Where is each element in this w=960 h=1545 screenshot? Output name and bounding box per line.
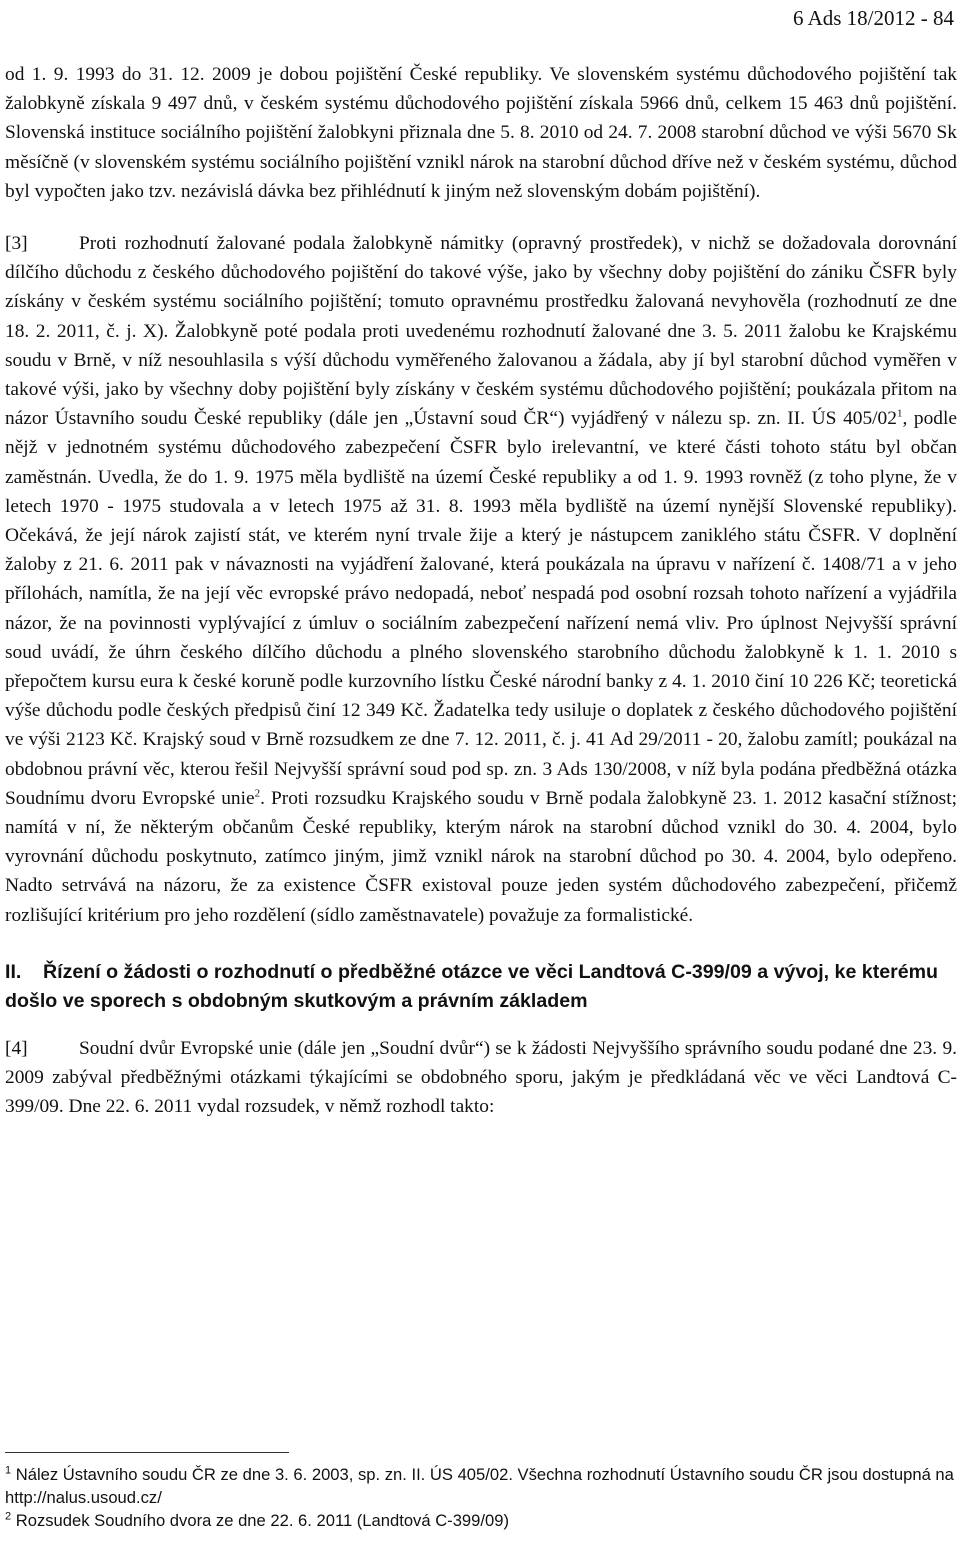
footnote-text: Nález Ústavního soudu ČR ze dne 3. 6. 2003, sp. zn. II. ÚS 405/02. Všechna rozhodnutí Ústavního soudu ČR jsou dostupná na http://nalus.usoud.cz/	[5, 1465, 954, 1507]
paragraph-number: [3]	[5, 233, 28, 255]
paragraph-continued: od 1. 9. 1993 do 31. 12. 2009 je dobou pojištění České republiky. Ve slovenském systému důchodového pojištění tak žalobkyně získala 9 497 dnů, v českém systému důchodového pojištění získala 5966 dnů, celkem 15 463 dnů pojištění. Slovenská instituce sociálního pojištění žalobkyni přiznala dne 5. 8. 2010 od 24. 7. 2008 starobní důchod ve výši 5670 Sk měsíčně (v slovenském systému sociálního pojištění vznikl nárok na starobní důchod dříve než v českém systému, důchod byl vypočten jako tzv. nezávislá dávka bez přihlédnutí k jiným než slovenským dobám pojištění).	[5, 64, 957, 202]
section-heading	[5, 958, 957, 1016]
footnote-mark: 1	[5, 1464, 12, 1477]
page-header-case-number: 6 Ads 18/2012 - 84	[792, 6, 954, 30]
section-title: Řízení o žádosti o rozhodnutí o předběžné otázce ve věci Landtová C-399/09 a vývoj, ke kterému došlo ve sporech s obdobným skutkovým a právním základem	[5, 960, 939, 1012]
footnotes	[5, 1463, 957, 1532]
paragraph-4	[5, 1034, 957, 1122]
section-number: II.	[5, 960, 22, 983]
footnote-reference-2: 2	[254, 787, 261, 800]
footnote-reference-1: 1	[896, 407, 903, 420]
footnote-text: Rozsudek Soudního dvora ze dne 22. 6. 2011 (Landtová C-399/09)	[15, 1511, 509, 1530]
footnote-mark: 2	[5, 1510, 12, 1523]
paragraph-number: [4]	[5, 1037, 28, 1059]
paragraph-3-text-part-3: . Proti rozsudku Krajského soudu v Brně podala žalobkyně 23. 1. 2012 kasační stížnost; namítá v ní, že některým občanům České republiky, kterým nárok na starobní důchod vznikl do 30. 4. 2004, bylo vyrovnání důchodu poskytnuto, zatímco jiným, jimž vznikl nárok na starobní důchod po 30. 4. 2004, bylo odepřeno. Nadto setrvává na názoru, že za existence ČSFR existoval pouze jeden systém důchodového zabezpečení, přičemž rozlišující kritérium pro jeho rozdělení (sídlo zaměstnavatele) považuje za formalistické.	[5, 787, 957, 926]
document-body	[5, 60, 957, 1122]
paragraph-4-text: Soudní dvůr Evropské unie (dále jen „Soudní dvůr“) se k žádosti Nejvyššího správního soudu podané dne 23. 9. 2009 zabýval předběžnými otázkami týkajícími se obdobného sporu, jakým je předkládaná věc ve věci Landtová C-399/09. Dne 22. 6. 2011 vydal rozsudek, v němž rozhodl takto:	[5, 1037, 957, 1118]
footnote-2	[5, 1509, 957, 1532]
paragraph-3-text-part-1: Proti rozhodnutí žalované podala žalobkyně námitky (opravný prostředek), v nichž se dožadovala dorovnání dílčího důchodu z českého důchodového pojištění do takové výše, jako by všechny doby pojištění do zániku ČSFR byly získány v českém systému sociálního pojištění; tomuto opravnému prostředku žalovaná nevyhověla (rozhodnutí ze dne 18. 2. 2011, č. j. X). Žalobkyně poté podala proti uvedenému rozhodnutí žalované dne 3. 5. 2011 žalobu ke Krajskému soudu v Brně, v níž nesouhlasila s výší důchodu vyměřeného žalovanou a žádala, aby jí byl starobní důchod vyměřen v takové výši, jako by všechny doby pojištění byly získány v českém systému důchodového pojištění; poukázala přitom na názor Ústavního soudu České republiky (dále jen „Ústavní soud ČR“) vyjádřený v nálezu sp. zn. II. ÚS 405/02	[5, 233, 957, 430]
paragraph-3	[5, 229, 957, 930]
footnote-divider	[5, 1452, 289, 1453]
footnote-1	[5, 1463, 957, 1509]
paragraph-3-text-part-2: , podle nějž v jednotném systému důchodového zabezpečení ČSFR bylo irelevantní, ve které části tohoto státu byl občan zaměstnán. Uvedla, že do 1. 9. 1975 měla bydliště na území České republiky a od 1. 9. 1993 rovněž (z toho plyne, že v letech 1970 - 1975 studovala a v letech 1975 až 31. 8. 1993 měla bydliště na území nynější Slovenské republiky). Očekává, že její nárok zajistí stát, ve kterém nyní trvale žije a který je nástupcem zaniklého státu ČSFR. V doplnění žaloby z 21. 6. 2011 pak v návaznosti na vyjádření žalované, která poukázala na úpravu v nařízení č. 1408/71 a v jeho přílohách, namítla, že na její věc evropské právo nedopadá, neboť nespadá pod osobní rozsah tohoto nařízení a vyjádřila názor, že na povinnosti vyplývající z úmluv o sociálním zabezpečení nařízení nemá vliv. Pro úplnost Nejvyšší správní soud uvádí, že úhrn českého dílčího důchodu a plného slovenského starobního důchodu žalobkyně k 1. 1. 2010 s přepočtem kursu eura k české koruně podle kurzovního lístku České národní banky z 4. 1. 2010 činí 10 226 Kč; teoretická výše důchodu podle českých předpisů činí 12 349 Kč. Žadatelka tedy usiluje o doplatek z českého důchodového pojištění ve výši 2123 Kč. Krajský soud v Brně rozsudkem ze dne 7. 12. 2011, č. j. 41 Ad 29/2011 - 20, žalobu zamítl; poukázal na obdobnou právní věc, kterou řešil Nejvyšší správní soud pod sp. zn. 3 Ads 130/2008, v níž byla podána předběžná otázka Soudnímu dvoru Evropské unie	[5, 408, 957, 809]
